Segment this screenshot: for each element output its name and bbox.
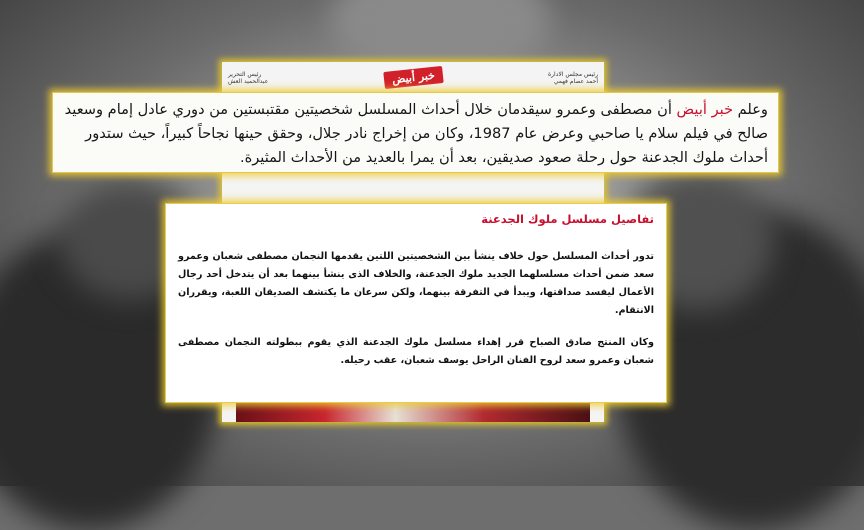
editor-credit: رئيس التحرير عبدالحميد العش bbox=[228, 71, 269, 85]
details-card bbox=[165, 203, 667, 403]
details-heading: تفاصيل مسلسل ملوك الجدعنة bbox=[481, 212, 654, 226]
details-paragraph-1: تدور أحداث المسلسل حول خلاف ينشأ بين الشخصيتين اللتين يقدمها النجمان مصطفى شعبان وعمرو سعد ضمن أحداث مسلسلهما الجديد ملوك الجدعنة، والخلاف الذى ينشأ بينهما بعد أن يتدخل أحد رجال الأعمال ليفسد صداقتها، ويبدأ في التفرقة بينهما، ولكن سرعان ما يكتشف الصديقان اللعبة، ويقرران الانتقام. bbox=[178, 251, 654, 316]
article-photo bbox=[236, 402, 590, 422]
quote-text bbox=[63, 98, 768, 170]
highlighted-quote bbox=[52, 92, 779, 173]
details-paragraph-2: وكان المنتج صادق الصباح قرر إهداء مسلسل ملوك الجدعنة الذي يقوم ببطولته النجمان مصطفى شعبان وعمرو سعد لروح الفنان الراحل يوسف شعبان، عقب رحيله. bbox=[178, 337, 654, 366]
quote-text-before: وعلم bbox=[733, 101, 768, 118]
chairman-credit: رئيس مجلس الادارة أحمد عصام فهمي bbox=[547, 71, 598, 85]
site-logo: خبر أبيض bbox=[383, 65, 443, 88]
quote-brand: خبر أبيض bbox=[676, 101, 734, 118]
article-header bbox=[222, 62, 604, 92]
quote-text-after: أن مصطفى وعمرو سيقدمان خلال أحداث المسلسل شخصيتين مقتبستين من دوري عادل إمام وسعيد صالح في فيلم سلام يا صاحبي وعرض عام 1987، وكان من إخراج نادر جلال، وحقق حينها نجاحاً كبيراً، حيث ستدور أحداث ملوك الجدعنة حول رحلة صعود صديقين، بعد أن يمرا بالعديد من الأحداث المثيرة. bbox=[64, 101, 768, 166]
